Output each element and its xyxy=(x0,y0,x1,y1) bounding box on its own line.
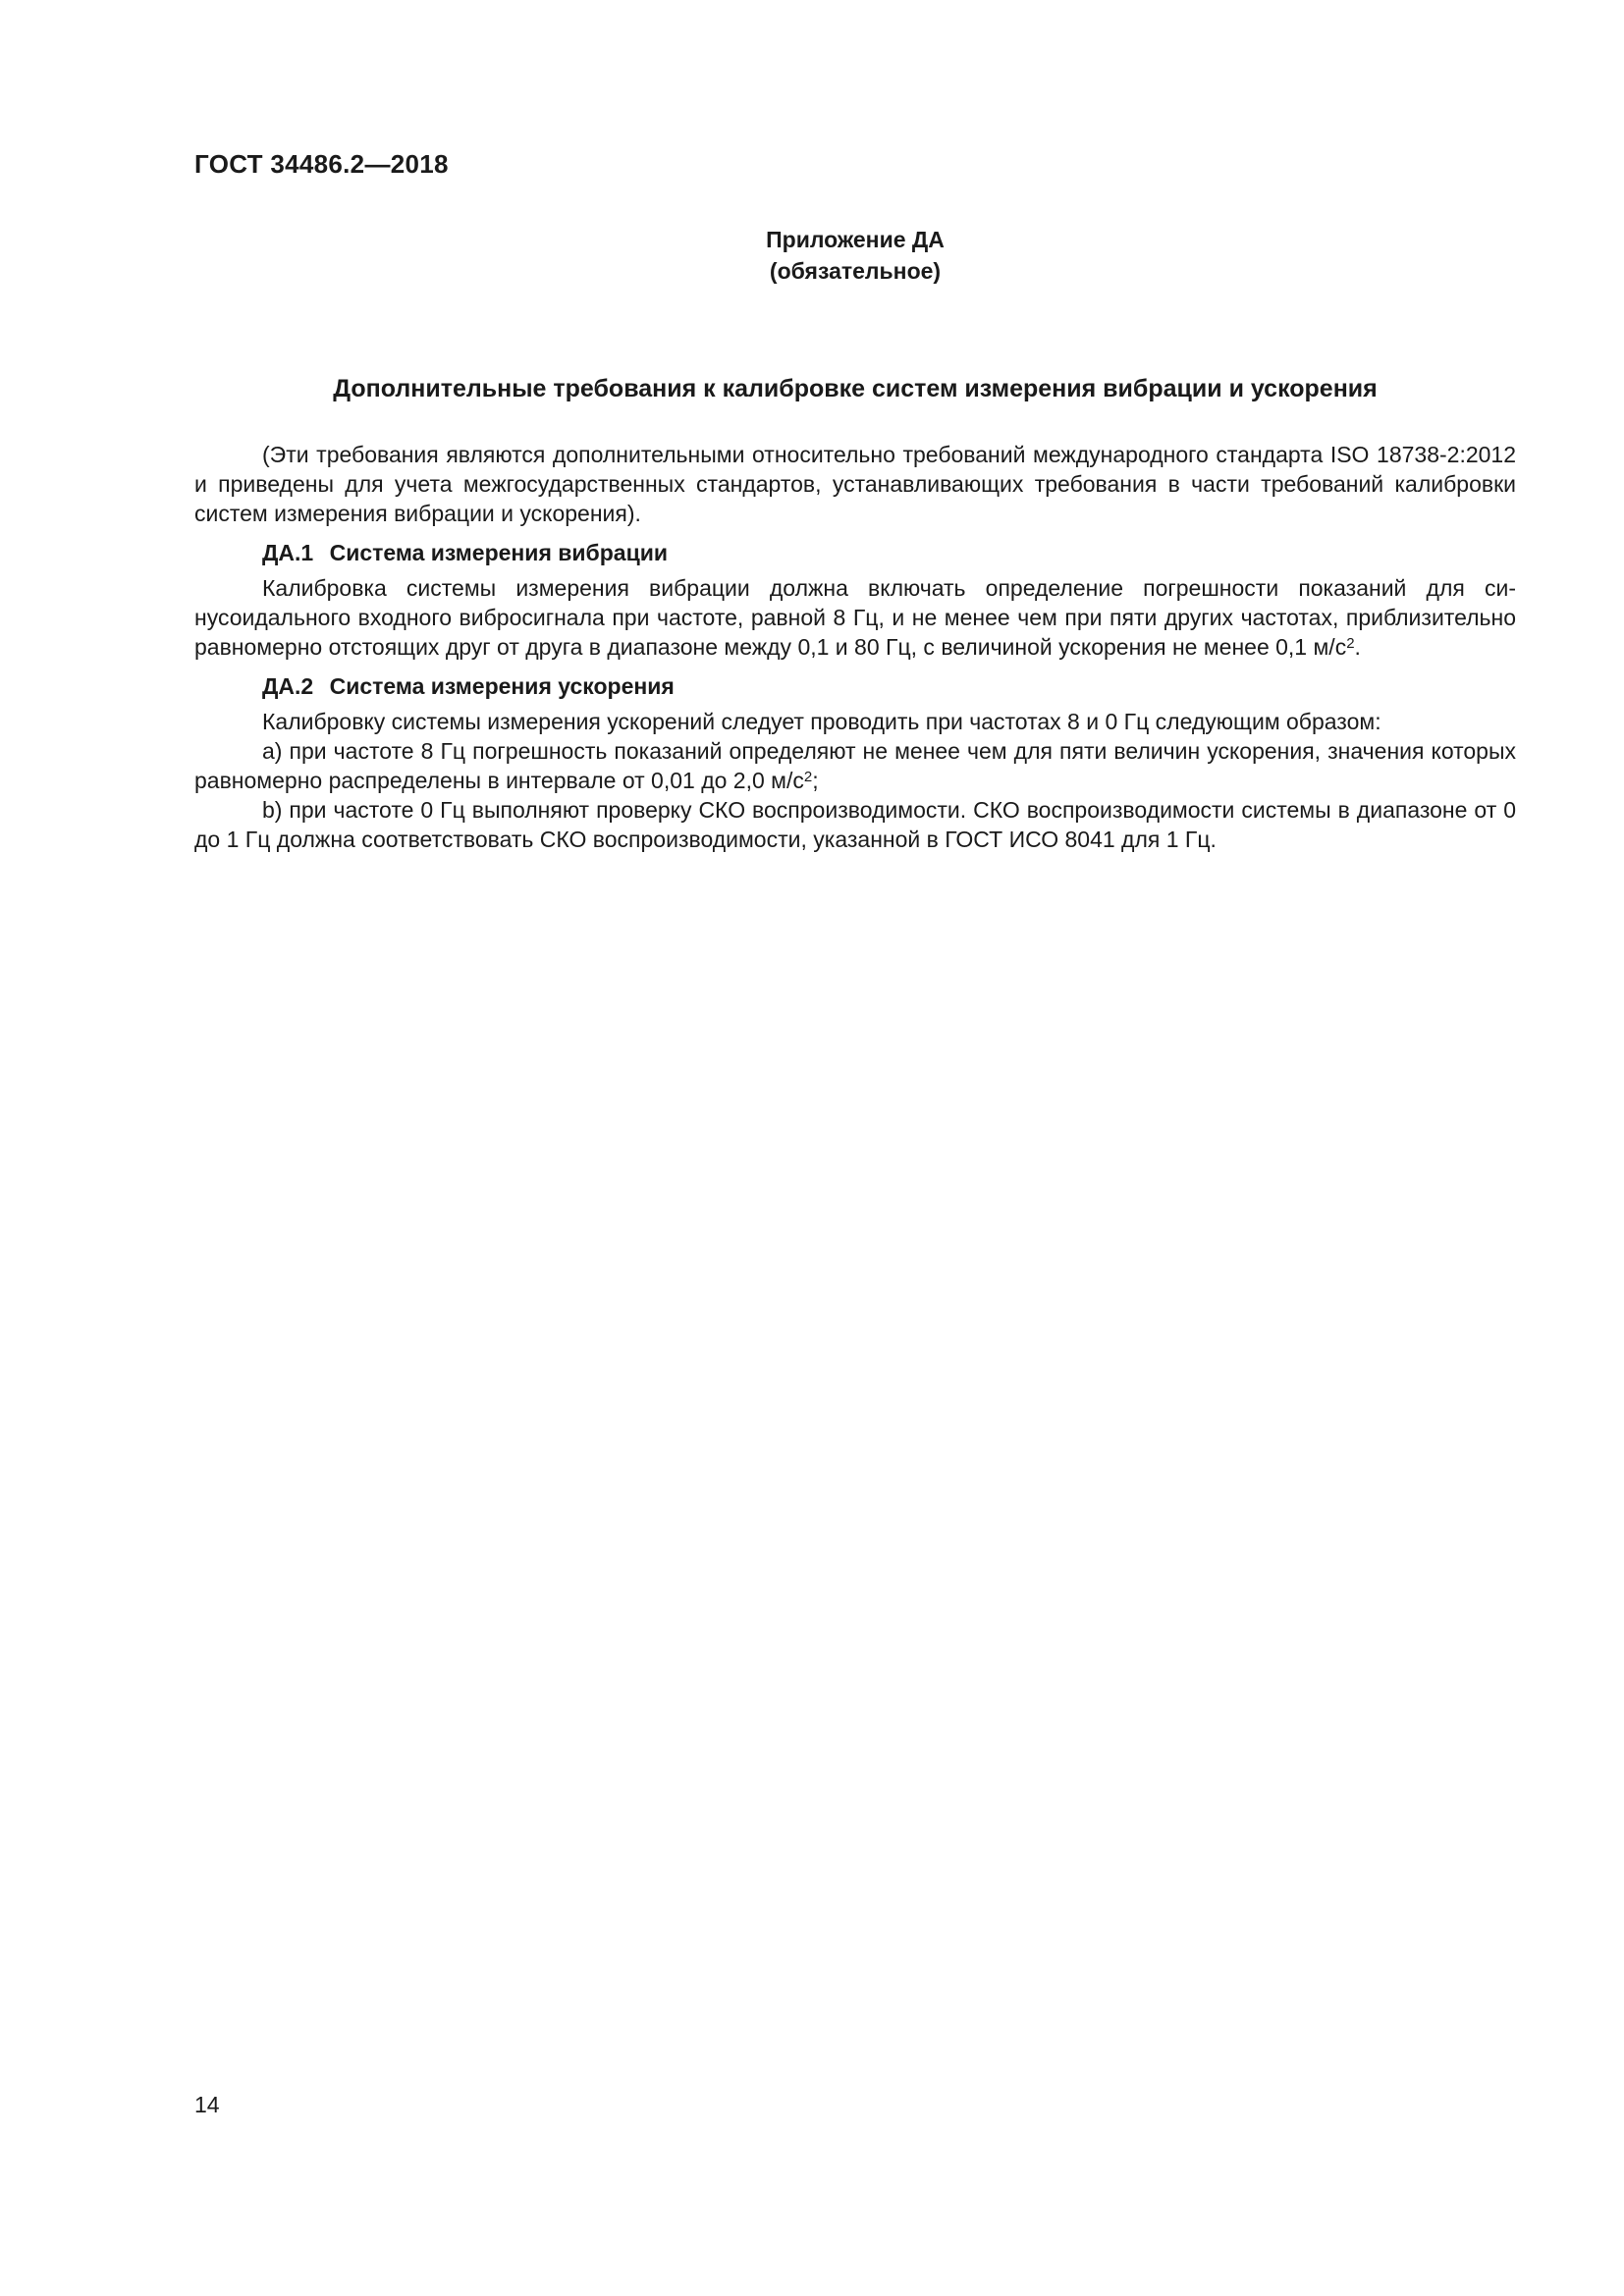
annex-header xyxy=(194,224,1516,287)
section-title: Система измерения ускорения xyxy=(329,673,675,699)
list-item-a xyxy=(194,736,1516,795)
section-title: Система измерения вибрации xyxy=(329,540,668,565)
section-heading-da1 xyxy=(194,538,1516,567)
paragraph-end: . xyxy=(1354,634,1361,660)
superscript: 2 xyxy=(1346,635,1355,652)
annex-status: (обязательное) xyxy=(769,258,942,284)
section-number: ДА.1 xyxy=(262,540,314,565)
annex-label: Приложение ДА xyxy=(766,227,945,252)
section-heading-da2 xyxy=(194,671,1516,701)
document-body xyxy=(194,440,1516,854)
list-item-text: a) при частоте 8 Гц погрешность показаний определяют не менее чем для пяти величин ускорения, значения которых равномерно распределены в интервале от 0,01 до 2,0 м/с xyxy=(194,738,1516,793)
document-page xyxy=(194,0,1516,2296)
document-code: ГОСТ 34486.2—2018 xyxy=(194,149,449,179)
list-item-b: b) при частоте 0 Гц выполняют проверку СКО воспроизводимости. СКО воспроизводимости системы в диапазоне от 0 до 1 Гц должна соответствовать СКО воспроизводимости, указанной в ГОСТ ИСО 8041 для 1 Гц. xyxy=(194,797,1516,852)
paragraph-text: Калибровка системы измерения вибрации должна включать определение погрешности показаний для синусоидального входного вибросигнала при частоте, равной 8 Гц, и не менее чем при пяти других частотах, приблизительно равномерно отстоящих друг от друга в диапазоне между 0,1 и 80 Гц, с величиной ускорения не менее 0,1 м/с xyxy=(194,575,1516,660)
section-da1-paragraph xyxy=(194,573,1516,662)
section-number: ДА.2 xyxy=(262,673,314,699)
annex-title: Дополнительные требования к калибровке систем измерения вибрации и ускорения xyxy=(333,375,1378,402)
section-da2-lead: Калибровку системы измерения ускорений следует проводить при частотах 8 и 0 Гц следующим образом: xyxy=(262,709,1381,734)
superscript: 2 xyxy=(803,769,813,785)
page-number: 14 xyxy=(194,2092,220,2117)
list-item-end: ; xyxy=(812,768,819,793)
intro-paragraph: (Эти требования являются дополнительными относительно требований международного стандарта ISO 18738-2:2012 и приведены для учета межгосударственных стандартов, устанавливающих требования в части требований калибровки систем измерения вибрации и ускорения). xyxy=(194,442,1516,526)
